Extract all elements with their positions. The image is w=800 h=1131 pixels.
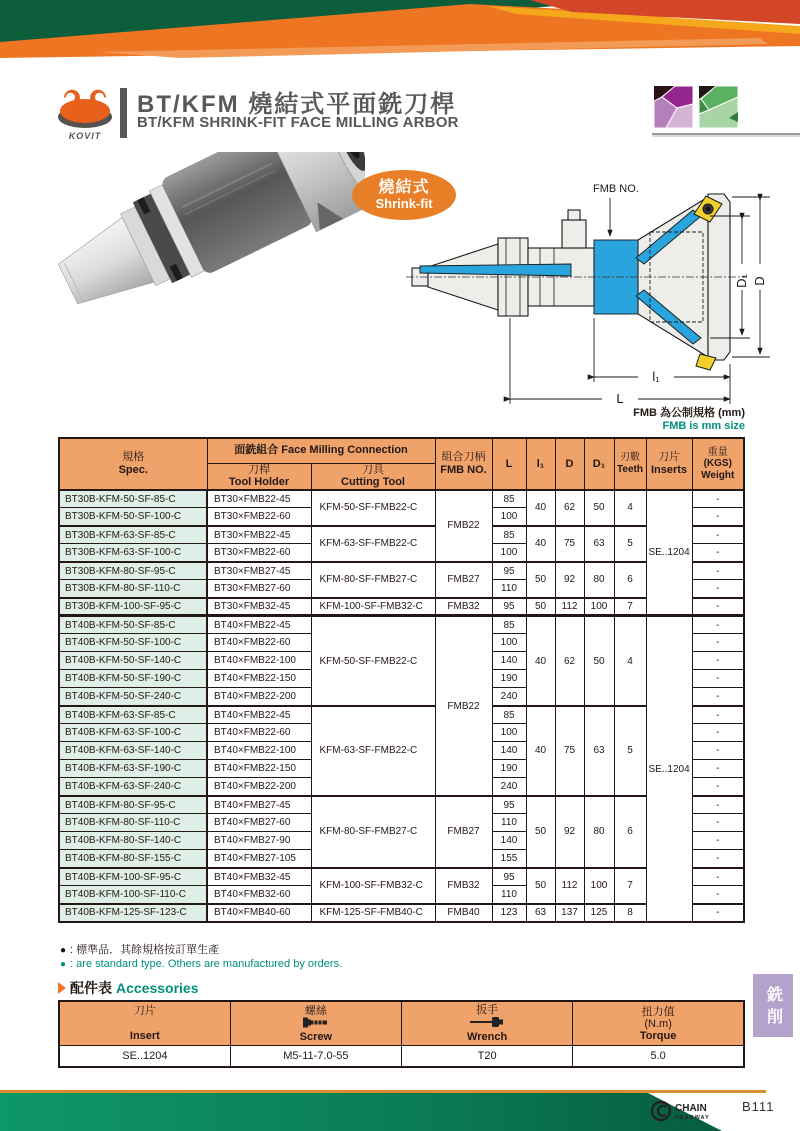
spec-ins-cell: SE..1204: [646, 616, 692, 922]
spec-n-cell: 40: [526, 526, 555, 562]
spec-n-cell: 4: [614, 490, 646, 526]
spec-wt-cell: -: [692, 904, 744, 922]
spec-n-cell: 50: [526, 598, 555, 616]
spec-sp-cell: BT40B-KFM-63-SF-190-C: [59, 760, 207, 778]
accessories-heading: [58, 978, 199, 998]
spec-wt-cell: -: [692, 598, 744, 616]
badge-text-zh: 燒結式: [378, 178, 430, 196]
spec-n-cell: 63: [584, 526, 614, 562]
spec-n-cell: 240: [492, 778, 526, 796]
unit-note: [445, 407, 745, 432]
spec-n-cell: 5: [614, 706, 646, 796]
spec-wt-cell: -: [692, 544, 744, 562]
spec-wt-cell: -: [692, 688, 744, 706]
spec-n-cell: 100: [584, 598, 614, 616]
standard-note-zh: ● : 標準品．其餘規格按訂單生產: [60, 944, 220, 956]
spec-n-cell: 137: [555, 904, 584, 922]
top-banner-stripes: [0, 0, 800, 58]
section-marker-icon: [58, 982, 66, 994]
accessories-header-screw: 螺絲 Screw: [230, 1001, 401, 1046]
spec-n-cell: 40: [526, 706, 555, 796]
spec-fm-cell: FMB27: [435, 562, 492, 598]
spec-ho-cell: BT30×FMB27-60: [207, 580, 311, 598]
spec-sp-cell: BT40B-KFM-63-SF-85-C: [59, 706, 207, 724]
spec-n-cell: 50: [526, 868, 555, 904]
spec-n-cell: 110: [492, 814, 526, 832]
page-number: B111: [742, 1099, 775, 1114]
spec-ho-cell: BT40×FMB22-60: [207, 634, 311, 652]
diagram-label-d1: D₁: [734, 274, 749, 288]
spec-table-row: [59, 490, 744, 508]
spec-n-cell: 63: [584, 706, 614, 796]
spec-table: [58, 437, 745, 923]
spec-wt-cell: -: [692, 886, 744, 904]
spec-cu-cell: KFM-100-SF-FMB32-C: [311, 598, 435, 616]
kovit-logo-icon: [50, 84, 120, 132]
spec-n-cell: 95: [492, 562, 526, 580]
spec-ho-cell: BT40×FMB27-45: [207, 796, 311, 814]
accessories-header-wrench: 扳手 Wrench: [402, 1001, 573, 1046]
spec-n-cell: 50: [526, 562, 555, 598]
spec-cu-cell: KFM-80-SF-FMB27-C: [311, 796, 435, 868]
page-title-en: BT/KFM SHRINK-FIT FACE MILLING ARBOR: [137, 114, 459, 131]
spec-sp-cell: BT30B-KFM-50-SF-85-C: [59, 490, 207, 508]
spec-wt-cell: -: [692, 778, 744, 796]
spec-n-cell: 100: [492, 544, 526, 562]
spec-sp-cell: BT40B-KFM-63-SF-240-C: [59, 778, 207, 796]
side-tab-milling: 銑削: [753, 974, 793, 1037]
spec-sp-cell: BT40B-KFM-80-SF-155-C: [59, 850, 207, 868]
note-bullet-icon: ●: [60, 959, 67, 970]
spec-n-cell: 123: [492, 904, 526, 922]
spec-n-cell: 240: [492, 688, 526, 706]
spec-ho-cell: BT30×FMB27-45: [207, 562, 311, 580]
spec-sp-cell: BT40B-KFM-125-SF-123-C: [59, 904, 207, 922]
spec-n-cell: 85: [492, 706, 526, 724]
spec-table-row: [59, 562, 744, 580]
spec-ho-cell: BT30×FMB22-60: [207, 508, 311, 526]
spec-n-cell: 140: [492, 652, 526, 670]
spec-ho-cell: BT40×FMB22-100: [207, 652, 311, 670]
spec-n-cell: 50: [584, 616, 614, 706]
spec-sp-cell: BT40B-KFM-50-SF-100-C: [59, 634, 207, 652]
spec-ho-cell: BT40×FMB32-60: [207, 886, 311, 904]
screw-icon: [303, 1017, 329, 1028]
spec-n-cell: 95: [492, 796, 526, 814]
spec-n-cell: 110: [492, 580, 526, 598]
product-photo: [50, 152, 365, 414]
col-header-d: D: [555, 438, 584, 490]
spec-wt-cell: -: [692, 616, 744, 634]
spec-table-row: [59, 526, 744, 544]
col-header-inserts: 刀片 Inserts: [646, 438, 692, 490]
accessories-heading-en: Accessories: [116, 980, 199, 996]
spec-sp-cell: BT40B-KFM-80-SF-140-C: [59, 832, 207, 850]
spec-ho-cell: BT40×FMB22-45: [207, 616, 311, 634]
accessories-table: [58, 1000, 745, 1068]
spec-n-cell: 7: [614, 598, 646, 616]
spec-ho-cell: BT40×FMB27-105: [207, 850, 311, 868]
spec-n-cell: 85: [492, 490, 526, 508]
spec-n-cell: 100: [492, 724, 526, 742]
spec-ho-cell: BT40×FMB27-90: [207, 832, 311, 850]
spec-n-cell: 100: [584, 868, 614, 904]
spec-wt-cell: -: [692, 832, 744, 850]
spec-n-cell: 4: [614, 616, 646, 706]
spec-ho-cell: BT40×FMB22-150: [207, 760, 311, 778]
spec-fm-cell: FMB27: [435, 796, 492, 868]
spec-cu-cell: KFM-63-SF-FMB22-C: [311, 706, 435, 796]
unit-note-zh: FMB 為公制規格 (mm): [633, 407, 745, 419]
spec-n-cell: 85: [492, 616, 526, 634]
spec-fm-cell: FMB32: [435, 598, 492, 616]
col-header-spec: 規格 Spec.: [59, 438, 207, 490]
spec-n-cell: 190: [492, 760, 526, 778]
spec-ho-cell: BT30×FMB32-45: [207, 598, 311, 616]
spec-n-cell: 8: [614, 904, 646, 922]
col-header-d1: D₁: [584, 438, 614, 490]
spec-wt-cell: -: [692, 760, 744, 778]
spec-n-cell: 155: [492, 850, 526, 868]
spec-table-row: [59, 868, 744, 886]
spec-sp-cell: BT40B-KFM-50-SF-190-C: [59, 670, 207, 688]
spec-ho-cell: BT30×FMB22-45: [207, 526, 311, 544]
accessories-value-insert: SE..1204: [59, 1046, 230, 1067]
spec-n-cell: 92: [555, 562, 584, 598]
spec-wt-cell: -: [692, 652, 744, 670]
spec-wt-cell: -: [692, 670, 744, 688]
spec-wt-cell: -: [692, 526, 744, 544]
spec-table-row: [59, 904, 744, 922]
spec-wt-cell: -: [692, 868, 744, 886]
page-title-zh: BT/KFM 燒結式平面銑刀桿: [137, 91, 457, 118]
spec-sp-cell: BT40B-KFM-100-SF-110-C: [59, 886, 207, 904]
spec-wt-cell: -: [692, 634, 744, 652]
spec-n-cell: 50: [584, 490, 614, 526]
wrench-icon: [470, 1016, 504, 1028]
spec-ho-cell: BT40×FMB32-45: [207, 868, 311, 886]
spec-n-cell: 50: [526, 796, 555, 868]
accessories-value-wrench: T20: [402, 1046, 573, 1067]
spec-cu-cell: KFM-50-SF-FMB22-C: [311, 490, 435, 526]
spec-n-cell: 6: [614, 796, 646, 868]
spec-n-cell: 100: [492, 634, 526, 652]
accessories-table-container: [58, 1000, 745, 1068]
col-header-l: L: [492, 438, 526, 490]
spec-n-cell: 80: [584, 562, 614, 598]
col-header-tool-holder: 刀桿 Tool Holder: [207, 463, 311, 490]
spec-wt-cell: -: [692, 490, 744, 508]
spec-wt-cell: -: [692, 724, 744, 742]
spec-sp-cell: BT40B-KFM-80-SF-110-C: [59, 814, 207, 832]
spec-n-cell: 75: [555, 526, 584, 562]
brand-line1: CHAIN: [675, 1103, 707, 1114]
spec-wt-cell: -: [692, 562, 744, 580]
spec-ins-cell: SE..1204: [646, 490, 692, 616]
accessories-heading-zh: 配件表: [70, 980, 112, 996]
chain-headway-logo-icon: [650, 1098, 740, 1124]
spec-sp-cell: BT40B-KFM-50-SF-85-C: [59, 616, 207, 634]
spec-n-cell: 140: [492, 742, 526, 760]
spec-n-cell: 112: [555, 868, 584, 904]
spec-n-cell: 125: [584, 904, 614, 922]
spec-n-cell: 190: [492, 670, 526, 688]
spec-sp-cell: BT40B-KFM-63-SF-100-C: [59, 724, 207, 742]
spec-cu-cell: KFM-63-SF-FMB22-C: [311, 526, 435, 562]
title-accent-bar: [120, 88, 127, 138]
spec-n-cell: 75: [555, 706, 584, 796]
spec-sp-cell: BT30B-KFM-50-SF-100-C: [59, 508, 207, 526]
spec-ho-cell: BT30×FMB22-60: [207, 544, 311, 562]
spec-n-cell: 100: [492, 508, 526, 526]
spec-ho-cell: BT40×FMB22-100: [207, 742, 311, 760]
spec-wt-cell: -: [692, 580, 744, 598]
diagram-label-l: L: [616, 391, 624, 406]
spec-n-cell: 6: [614, 562, 646, 598]
brand-line2: HEADWAY: [675, 1115, 710, 1121]
spec-table-row: [59, 598, 744, 616]
accessories-header-torque: 扭力值 (N.m) Torque: [573, 1001, 744, 1046]
spec-ho-cell: BT40×FMB22-60: [207, 724, 311, 742]
accessories-header-insert: 刀片 Insert: [59, 1001, 230, 1046]
col-header-l1: l₁: [526, 438, 555, 490]
spec-fm-cell: FMB32: [435, 868, 492, 904]
spec-n-cell: 63: [526, 904, 555, 922]
col-header-connection: 面銑組合 Face Milling Connection: [207, 438, 435, 463]
spec-wt-cell: -: [692, 796, 744, 814]
col-header-teeth: 刃數 Teeth: [614, 438, 646, 490]
spec-n-cell: 7: [614, 868, 646, 904]
spec-n-cell: 62: [555, 490, 584, 526]
spec-n-cell: 95: [492, 598, 526, 616]
kovit-logo-text: KOVIT: [68, 131, 102, 141]
spec-n-cell: 110: [492, 886, 526, 904]
spec-sp-cell: BT40B-KFM-63-SF-140-C: [59, 742, 207, 760]
spec-sp-cell: BT30B-KFM-63-SF-100-C: [59, 544, 207, 562]
spec-cu-cell: KFM-100-SF-FMB32-C: [311, 868, 435, 904]
badge-text-en: Shrink-fit: [375, 195, 433, 211]
spec-n-cell: 40: [526, 490, 555, 526]
col-header-weight: 重量 (KGS) Weight: [692, 438, 744, 490]
accessories-value-screw: M5-11-7.0-55: [230, 1046, 401, 1067]
spec-ho-cell: BT40×FMB22-45: [207, 706, 311, 724]
unit-note-en: FMB is mm size: [662, 419, 745, 432]
spec-sp-cell: BT40B-KFM-50-SF-140-C: [59, 652, 207, 670]
spec-table-container: [58, 437, 745, 923]
spec-wt-cell: -: [692, 706, 744, 724]
spec-ho-cell: BT40×FMB22-200: [207, 688, 311, 706]
spec-cu-cell: KFM-50-SF-FMB22-C: [311, 616, 435, 706]
spec-sp-cell: BT30B-KFM-63-SF-85-C: [59, 526, 207, 544]
spec-n-cell: 80: [584, 796, 614, 868]
spec-n-cell: 85: [492, 526, 526, 544]
spec-ho-cell: BT30×FMB22-45: [207, 490, 311, 508]
spec-table-row: [59, 706, 744, 724]
spec-n-cell: 92: [555, 796, 584, 868]
spec-n-cell: 40: [526, 616, 555, 706]
spec-sp-cell: BT30B-KFM-80-SF-110-C: [59, 580, 207, 598]
spec-ho-cell: BT40×FMB22-200: [207, 778, 311, 796]
diagram-label-fmb-no: FMB NO.: [593, 183, 639, 195]
spec-table-row: [59, 796, 744, 814]
spec-ho-cell: BT40×FMB22-150: [207, 670, 311, 688]
accessories-value-torque: 5.0: [573, 1046, 744, 1067]
technical-diagram: [398, 172, 794, 412]
spec-wt-cell: -: [692, 508, 744, 526]
spec-sp-cell: BT40B-KFM-50-SF-240-C: [59, 688, 207, 706]
spec-cu-cell: KFM-125-SF-FMB40-C: [311, 904, 435, 922]
spec-n-cell: 140: [492, 832, 526, 850]
spec-fm-cell: FMB22: [435, 616, 492, 796]
spec-cu-cell: KFM-80-SF-FMB27-C: [311, 562, 435, 598]
header-rule: [652, 133, 800, 135]
spec-fm-cell: FMB22: [435, 490, 492, 562]
diagram-label-l1: l₁: [652, 369, 660, 384]
spec-wt-cell: -: [692, 814, 744, 832]
spec-wt-cell: -: [692, 742, 744, 760]
spec-n-cell: 5: [614, 526, 646, 562]
gem-decoration-icons: [654, 86, 738, 128]
spec-wt-cell: -: [692, 850, 744, 868]
spec-sp-cell: BT30B-KFM-100-SF-95-C: [59, 598, 207, 616]
spec-ho-cell: BT40×FMB27-60: [207, 814, 311, 832]
spec-n-cell: 62: [555, 616, 584, 706]
spec-sp-cell: BT40B-KFM-100-SF-95-C: [59, 868, 207, 886]
spec-n-cell: 95: [492, 868, 526, 886]
footer-rule: [0, 1090, 766, 1093]
spec-ho-cell: BT40×FMB40-60: [207, 904, 311, 922]
spec-n-cell: 112: [555, 598, 584, 616]
spec-fm-cell: FMB40: [435, 904, 492, 922]
note-bullet-icon: ●: [60, 945, 67, 956]
diagram-label-d: D: [752, 276, 767, 286]
standard-note-en: ● : are standard type. Others are manufactured by orders.: [60, 958, 343, 970]
col-header-fmb: 組合刀柄 FMB NO.: [435, 438, 492, 490]
spec-sp-cell: BT30B-KFM-80-SF-95-C: [59, 562, 207, 580]
spec-table-row: [59, 616, 744, 634]
spec-sp-cell: BT40B-KFM-80-SF-95-C: [59, 796, 207, 814]
col-header-cutting-tool: 刀具 Cutting Tool: [311, 463, 435, 490]
